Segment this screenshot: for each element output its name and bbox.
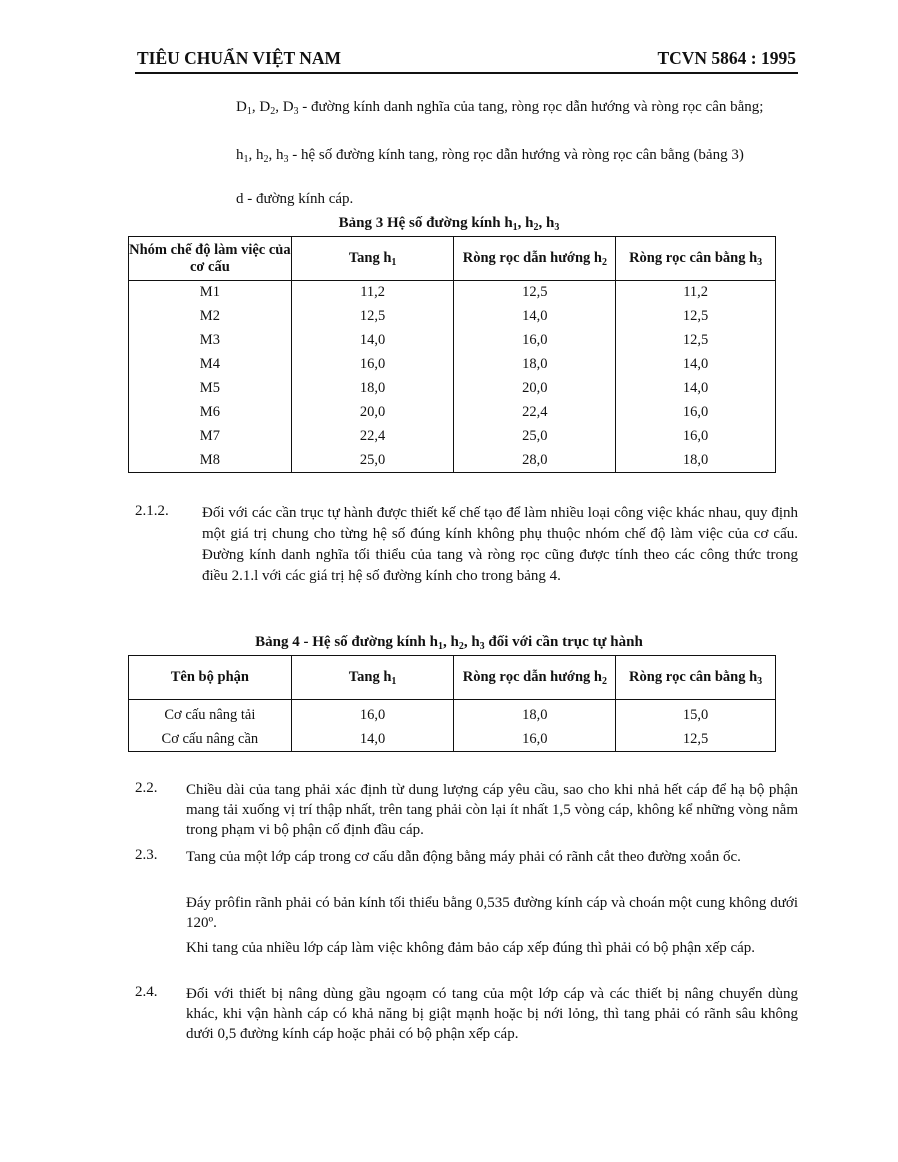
- section-number-2-3: 2.3.: [135, 847, 158, 863]
- definition-d: $D_1$, $D_2$, $D_3$ - đường kính danh nghĩa của tang, ròng rọc dẫn hướng và ròng rọc cân bằng;: [236, 99, 764, 117]
- table3-cell: 12,5: [616, 305, 776, 329]
- table3-cell: M8: [129, 449, 292, 473]
- table3-cell: 14,0: [616, 353, 776, 377]
- section-number-2-1-2: 2.1.2.: [135, 503, 169, 519]
- table3-cell: 16,0: [454, 329, 616, 353]
- table3-cell: 18,0: [616, 449, 776, 473]
- table3-cell: 14,0: [291, 329, 454, 353]
- table3-row: [129, 401, 776, 425]
- table3-cell: 22,4: [454, 401, 616, 425]
- table3-cell: 11,2: [616, 281, 776, 305]
- table3-cell: 12,5: [616, 329, 776, 353]
- standard-title: TIÊU CHUẨN VIỆT NAM: [137, 48, 342, 68]
- table3-cell: 20,0: [454, 377, 616, 401]
- table3-cell: 28,0: [454, 449, 616, 473]
- table3-cell: M2: [129, 305, 292, 329]
- table3-row: [129, 377, 776, 401]
- section-2-2-text: Chiều dài của tang phải xác định từ dung lượng cáp yêu cầu, sao cho khi nhả hết cáp để hạ bộ phận mang tải xuống vị trí thập nhất, trên tang phải còn lại ít nhất 1,5 vòng cáp, không kể những vòng nằm trong phạm vi bộ phận cố định đầu cáp.: [186, 782, 798, 838]
- table3-header-balance: Ròng rọc cân bằng $h_3$: [616, 237, 776, 281]
- table4-header-part: Tên bộ phận: [129, 656, 292, 700]
- page-header: [135, 48, 798, 74]
- table3-cell: 25,0: [291, 449, 454, 473]
- table4-caption: Bảng 4 - Hệ số đường kính $h_1$, $h_2$, $h_3$ đối với cần trục tự hành: [255, 634, 643, 652]
- table4-header-balance: Ròng rọc cân bằng $h_3$: [616, 656, 776, 700]
- table4-cell: 16,0: [454, 728, 616, 752]
- table3-header-group: Nhóm chế độ làm việc của cơ cấu: [129, 237, 292, 281]
- table3-cell: M3: [129, 329, 292, 353]
- table3-cell: M4: [129, 353, 292, 377]
- table3-cell: 12,5: [454, 281, 616, 305]
- table3-header-guide: Ròng rọc dẫn hướng $h_2$: [454, 237, 616, 281]
- table4: [128, 655, 776, 752]
- table3-caption: Bảng 3 Hệ số đường kính $h_1$, $h_2$, $h_3$: [338, 215, 560, 233]
- table4-row: [129, 728, 776, 752]
- table3-cell: 14,0: [616, 377, 776, 401]
- table3-cell: 25,0: [454, 425, 616, 449]
- table3-cell: M5: [129, 377, 292, 401]
- table3-row: [129, 353, 776, 377]
- table3-cell: M1: [129, 281, 292, 305]
- table4-row: [129, 700, 776, 728]
- table3-cell: 14,0: [454, 305, 616, 329]
- section-2-3-paragraph-2: Đáy prôfin rãnh phải có bản kính tối thiểu bằng 0,535 đường kính cáp và choán một cung không dưới 120º.: [186, 895, 798, 931]
- table3-row: [129, 329, 776, 353]
- table4-header-guide: Ròng rọc dẫn hướng $h_2$: [454, 656, 616, 700]
- table3-row: [129, 305, 776, 329]
- table3-cell: 18,0: [291, 377, 454, 401]
- table3-row: [129, 425, 776, 449]
- table4-header-drum: Tang $h_1$: [291, 656, 454, 700]
- table4-cell: 14,0: [291, 728, 454, 752]
- definition-cable: d - đường kính cáp.: [236, 191, 354, 207]
- table3-cell: 20,0: [291, 401, 454, 425]
- table3-cell: 16,0: [616, 425, 776, 449]
- table3-row: [129, 449, 776, 473]
- section-2-3-paragraph-1: Tang của một lớp cáp trong cơ cấu dẫn động bằng máy phải có rãnh cắt theo đường xoắn ốc.: [186, 849, 741, 865]
- table3-cell: M6: [129, 401, 292, 425]
- table4-cell: 16,0: [291, 700, 454, 728]
- definition-h: $h_1$, $h_2$, $h_3$ - hệ số đường kính tang, ròng rọc dẫn hướng và ròng rọc cân bằng (bảng 3): [236, 147, 744, 165]
- table3-cell: 16,0: [616, 401, 776, 425]
- table3: [128, 236, 776, 473]
- section-number-2-2: 2.2.: [135, 780, 158, 796]
- table3-cell: 11,2: [291, 281, 454, 305]
- table4-cell: Cơ cấu nâng cần: [129, 728, 292, 752]
- table3-header-drum: Tang $h_1$: [291, 237, 454, 281]
- table4-cell: Cơ cấu nâng tải: [129, 700, 292, 728]
- table3-row: [129, 281, 776, 305]
- section-2-3-paragraph-3: Khi tang của nhiều lớp cáp làm việc không đảm bảo cáp xếp đúng thì phải có bộ phận xếp cáp.: [186, 940, 756, 956]
- table4-cell: 12,5: [616, 728, 776, 752]
- section-number-2-4: 2.4.: [135, 984, 158, 1000]
- table4-cell: 18,0: [454, 700, 616, 728]
- section-2-1-2-text: Đối với các cần trục tự hành được thiết kế chế tạo để làm nhiều loại công việc khác nhau, quy định một giá trị chung cho từng hệ số đúng kính không phụ thuộc nhóm chế độ làm việc của cơ cấu. Đường kính danh nghĩa tối thiểu của tang và ròng rọc cũng được tính theo các công thức trong điều 2.1.l với các giá trị hệ số đường kính cho trong bảng 4.: [202, 505, 798, 584]
- table3-cell: 18,0: [454, 353, 616, 377]
- table3-cell: M7: [129, 425, 292, 449]
- table3-cell: 22,4: [291, 425, 454, 449]
- table3-cell: 16,0: [291, 353, 454, 377]
- table3-cell: 12,5: [291, 305, 454, 329]
- standard-number: TCVN 5864 : 1995: [657, 48, 796, 68]
- table4-cell: 15,0: [616, 700, 776, 728]
- section-2-4-text: Đối với thiết bị nâng dùng gầu ngoạm có tang của một lớp cáp và các thiết bị nâng chuyển dùng khác, khi vận hành cáp có khả năng bị giật mạnh hoặc bị nới lỏng, thì tang phải có rãnh sâu không dưới 0,5 đường kính cáp hoặc phải có bộ phận xếp cáp.: [186, 986, 798, 1042]
